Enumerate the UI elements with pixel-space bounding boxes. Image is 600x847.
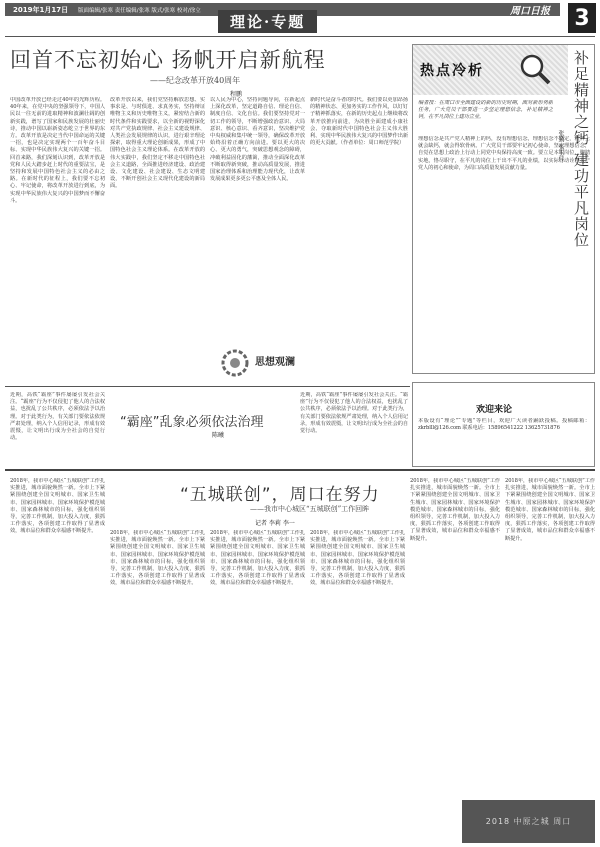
issue-date: 2019年1月17日: [13, 5, 69, 14]
lower-subhead: ——我市中心城区“五城联创”工作回眸: [250, 505, 370, 513]
paper-name: 周口日报: [500, 3, 560, 16]
page-number: 3: [568, 3, 596, 33]
editor-credits: 版面编辑/张寒 责任编辑/张寒 版式/张寒 校对/徐立: [78, 7, 201, 14]
welcome-text: 本版设有“理论”“专题”等栏目，欢迎广大读者踊跃投稿。投稿邮箱：zkrblll@126.com 联系电话：15896541222 13625731876: [418, 418, 590, 432]
lower-headline: “五城联创”，周口在努力: [180, 485, 380, 505]
hotspot-intro: 编者按：在周口市全面建设的新的历史时期，面对新形势新任务，广大党员干部要进一步坚定理想信念，补足精神之钙，在平凡岗位上建功立业。: [418, 100, 553, 121]
middle-headline: “霸座”乱象必须依法治理: [120, 415, 264, 430]
main-article-col-1: 中国改革开放已经走过40年的光辉历程。40年来，在党中央的坚强领导下，中国人民以一往无前的进取精神和波澜壮阔的创新实践，谱写了国家和民族发展的壮丽史诗，推动中国以崭新姿态屹立于世界的东方。改革开放是决定当代中国命运的关键一招，也是决定实现两个一百年奋斗目标、实现中华民族伟大复兴的关键一招。回首来路，我们深刻认识到，改革开放是党和人民大踏步赶上时代的重要法宝，是坚持和发展中国特色社会主义的必由之路。在新时代的征程上，我们要不忘初心、牢记使命，将改革开放进行到底，为实现中华民族伟大复兴的中国梦而不懈奋斗。: [10, 97, 105, 204]
middle-article-left: 近期，高铁“霸座”事件屡屡引发社会关注。“霸座”行为不仅侵犯了他人的合法权益，也扰乱了公共秩序，必须依法予以治理。对于此类行为，有关部门要依法依规严肃处理，纳入个人信用记录，形成有效震慑，让文明出行成为全社会的自觉行动。: [10, 392, 105, 442]
lower-article-col-6: 2018年，我市中心城区“五城联创”工作扎实推进，城市面貌焕然一新。全市上下紧紧围绕创建全国文明城市、国家卫生城市、国家园林城市、国家环境保护模范城市、国家森林城市的目标，强化组织领导，完善工作机制，加大投入力度，狠抓工作落实，各项创建工作取得了显著成效，城市品位和群众幸福感不断提升。: [505, 478, 595, 542]
hotspot-author: 张勤 张玉佳: [557, 130, 564, 162]
main-author: 程鹏: [230, 91, 243, 98]
middle-author: 陈曦: [212, 432, 225, 439]
lower-article-col-4: 2018年，我市中心城区“五城联创”工作扎实推进，城市面貌焕然一新。全市上下紧紧围绕创建全国文明城市、国家卫生城市、国家园林城市、国家环境保护模范城市、国家森林城市的目标，强化组织领导，完善工作机制，加大投入力度，狠抓工作落实，各项创建工作取得了显著成效，城市品位和群众幸福感不断提升。: [310, 530, 405, 587]
footer-banner: 2018 中原之城 周口: [462, 800, 595, 843]
header-rule: [5, 36, 595, 37]
hotspot-body: 理想信念是共产党人精神上的钙，没有理想信念，理想信念不坚定，精神上就会缺钙，就会得软骨病。广大党员干部要牢记初心使命，坚定理想信念，自觉在思想上政治上行动上同党中央保持高度一致。要立足本职岗位，脚踏实地，恪尽职守，在平凡的岗位上干出不平凡的业绩，以实际行动诠释共产党人的初心和使命，为周口高质量发展贡献力量。: [418, 136, 590, 171]
main-headline: 回首不忘初始心 扬帆开启新航程: [10, 48, 326, 72]
main-article-col-4: 新时代是奋斗者的时代。我们要以更加昂扬的精神状态、更加务实的工作作风，以钉钉子精神抓落实，在新的历史起点上继续将改革开放推向前进，为决胜全面建成小康社会、夺取新时代中国特色社会主义伟大胜利、实现中华民族伟大复兴的中国梦作出新的更大贡献。（作者单位：周口师范学院）: [310, 97, 408, 147]
page-header: [0, 0, 600, 38]
main-subhead: ——纪念改革开放40周年: [150, 76, 241, 85]
main-article-col-2: 改革开放以来，我们党坚持解放思想、实事求是、与时俱进、求真务实，坚持辩证唯物主义和历史唯物主义，紧密结合新的时代条件和实践要求，以全新的视野深化对共产党执政规律、社会主义建设规律、人类社会发展规律的认识，进行艰辛理论探索，取得重大理论创新成果，形成了中国特色社会主义理论体系。在改革开放的伟大实践中，我们坚定不移走中国特色社会主义道路，全面推进经济建设、政治建设、文化建设、社会建设、生态文明建设，不断开创社会主义现代化建设的新局面。: [110, 97, 205, 190]
middle-article-right: 近期，高铁“霸座”事件屡屡引发社会关注。“霸座”行为不仅侵犯了他人的合法权益，也扰乱了公共秩序，必须依法予以治理。对于此类行为，有关部门要依法依规严肃处理，纳入个人信用记录，形成有效震慑，让文明出行成为全社会的自觉行动。: [300, 392, 408, 435]
magnifier-icon: [518, 52, 552, 86]
lower-article-col-2: 2018年，我市中心城区“五城联创”工作扎实推进，城市面貌焕然一新。全市上下紧紧围绕创建全国文明城市、国家卫生城市、国家园林城市、国家环境保护模范城市、国家森林城市的目标，强化组织领导，完善工作机制，加大投入力度，狠抓工作落实，各项创建工作取得了显著成效，城市品位和群众幸福感不断提升。: [110, 530, 205, 587]
section-name: 理论·专题: [218, 10, 317, 33]
main-article-col-3: 以人民为中心，坚持问题导向，在新起点上深化改革，坚定道路自信、理论自信、制度自信、文化自信。我们要坚持党对一切工作的领导，不断增强政治意识、大局意识、核心意识、看齐意识，坚决维护党中央权威和集中统一领导，确保改革开放始终沿着正确方向前进。要以更大的决心、更大的勇气，突破思想观念的障碍，冲破利益固化的藩篱，推动全面深化改革不断取得新突破，推动高质量发展，推进国家治理体系和治理能力现代化，让改革发展成果更多更公平惠及全体人民。: [210, 97, 305, 183]
hotspot-vertical-title: 补足精神之钙 建功平凡岗位: [572, 50, 590, 248]
hotspot-title: 热点冷析: [420, 63, 484, 79]
welcome-title: 欢迎来论: [476, 405, 513, 415]
lower-article-col-1: 2018年，我市中心城区“五城联创”工作扎实推进，城市面貌焕然一新。全市上下紧紧围绕创建全国文明城市、国家卫生城市、国家园林城市、国家环境保护模范城市、国家森林城市的目标，强化组织领导，完善工作机制，加大投入力度，狠抓工作落实，各项创建工作取得了显著成效，城市品位和群众幸福感不断提升。: [10, 478, 105, 535]
divider: [5, 469, 595, 471]
lower-author: 记者 李莉 李一: [255, 520, 295, 527]
thinking-column-title: 思想观澜: [255, 357, 295, 368]
lower-article-col-5: 2018年，我市中心城区“五城联创”工作扎实推进，城市面貌焕然一新。全市上下紧紧围绕创建全国文明城市、国家卫生城市、国家园林城市、国家环境保护模范城市、国家森林城市的目标，强化组织领导，完善工作机制，加大投入力度，狠抓工作落实，各项创建工作取得了显著成效，城市品位和群众幸福感不断提升。: [410, 478, 500, 542]
lower-article-col-3: 2018年，我市中心城区“五城联创”工作扎实推进，城市面貌焕然一新。全市上下紧紧围绕创建全国文明城市、国家卫生城市、国家园林城市、国家环境保护模范城市、国家森林城市的目标，强化组织领导，完善工作机制，加大投入力度，狠抓工作落实，各项创建工作取得了显著成效，城市品位和群众幸福感不断提升。: [210, 530, 305, 587]
divider: [5, 386, 410, 387]
